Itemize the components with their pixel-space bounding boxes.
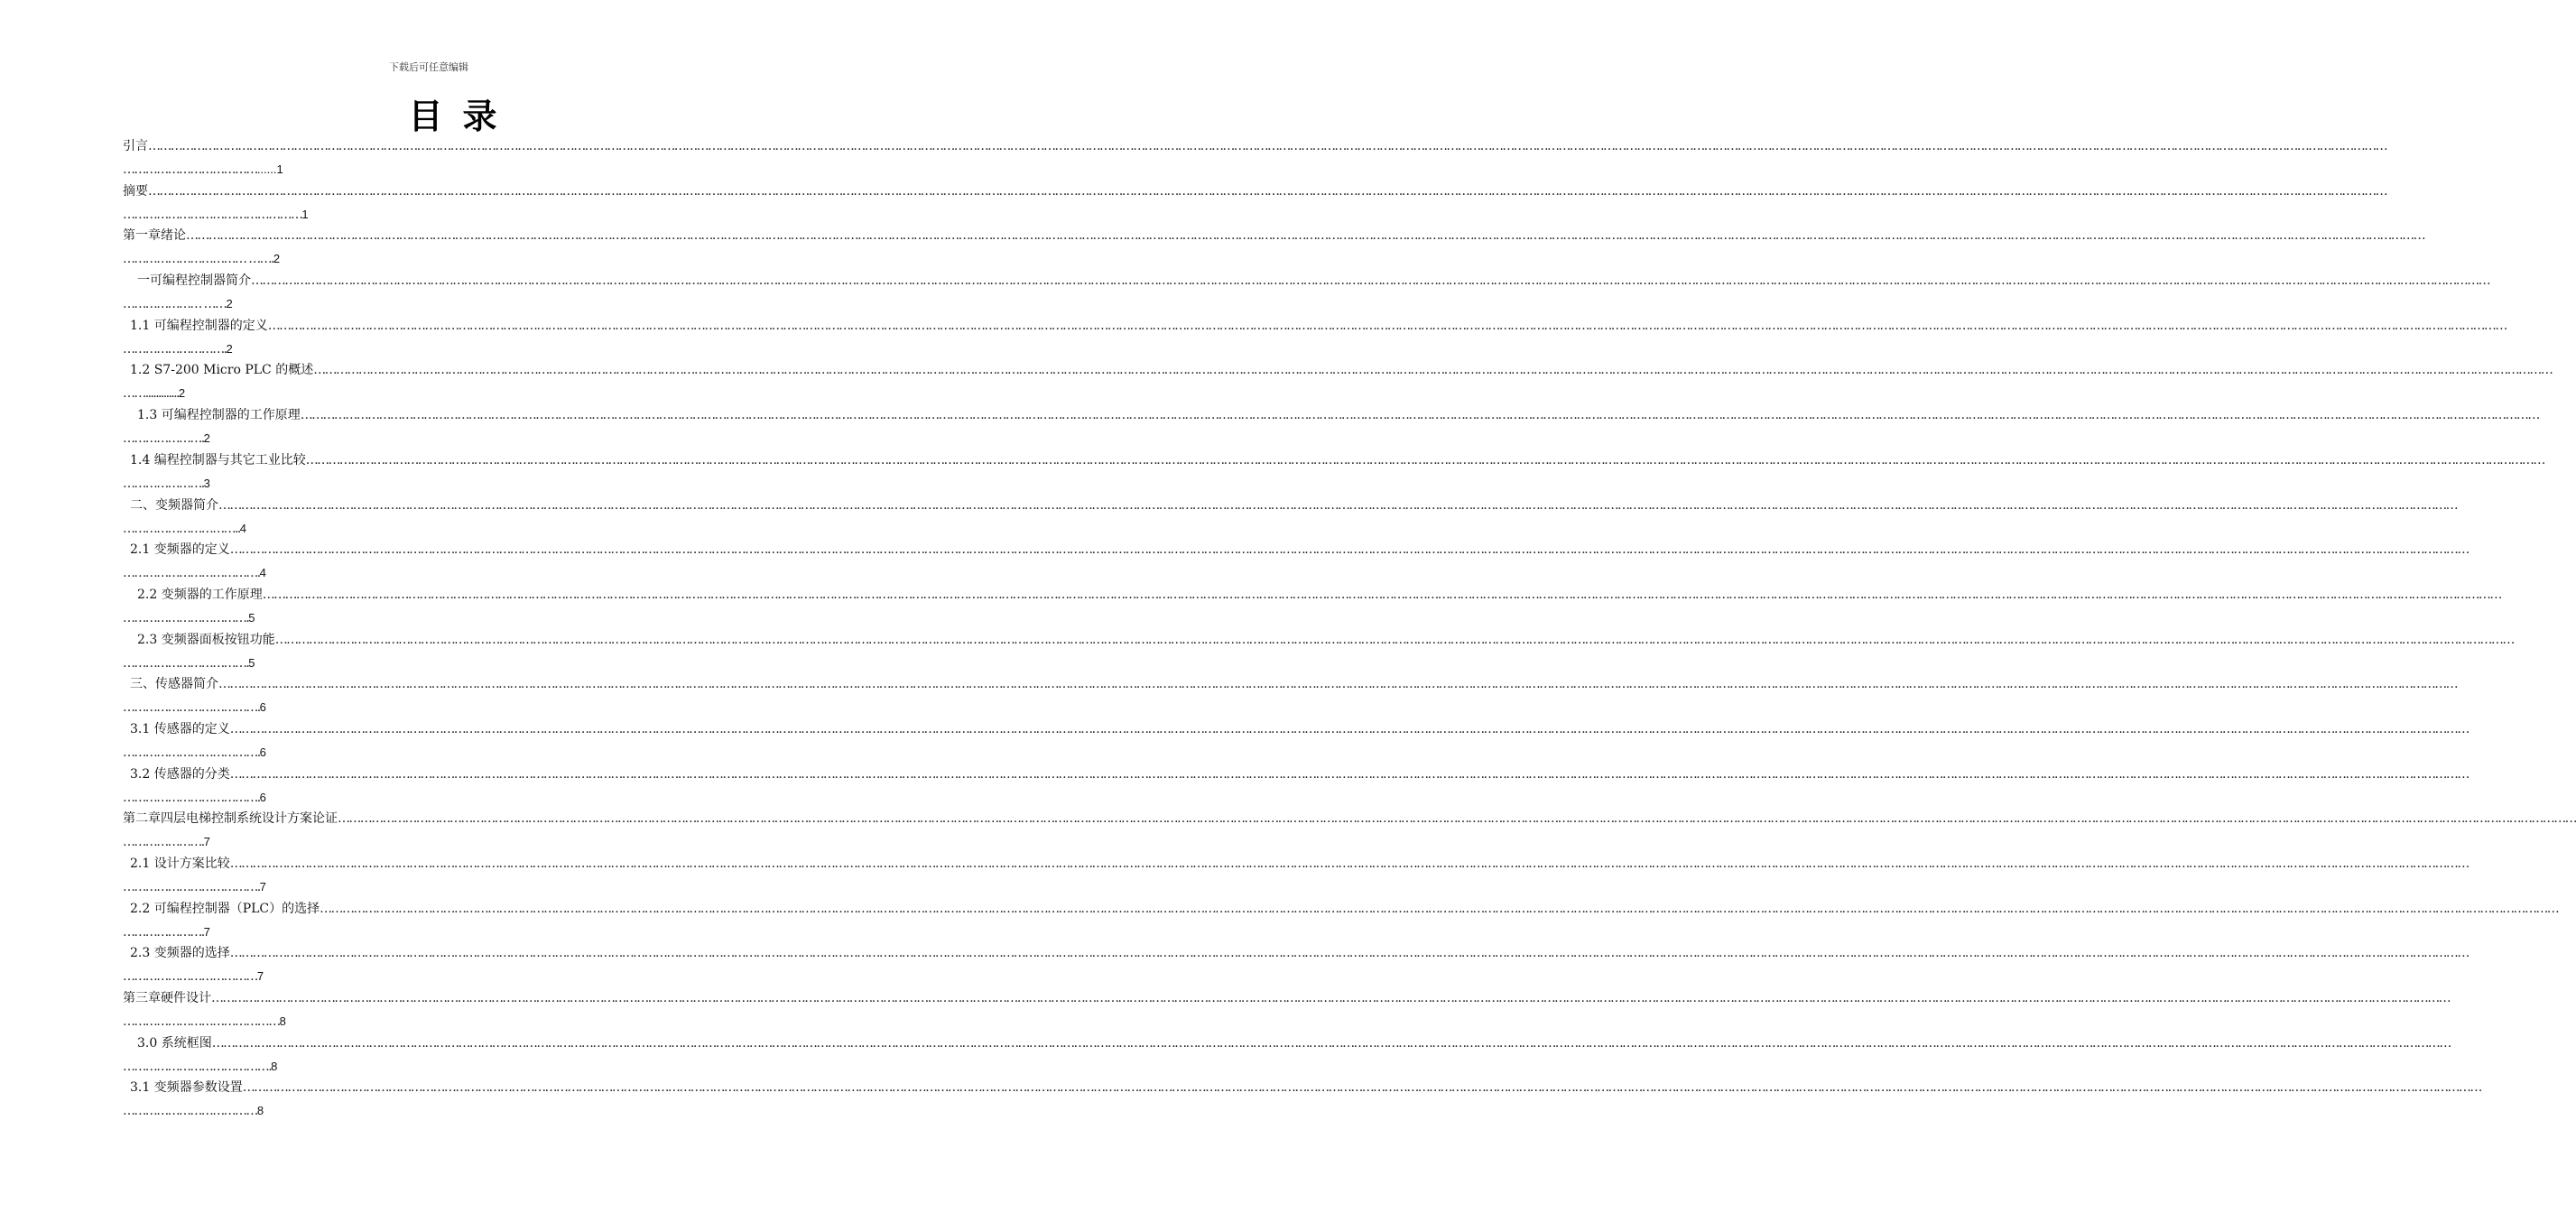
toc-page-number: 8 (279, 1014, 286, 1029)
toc-entry-label: 3.1 传感器的定义 (130, 721, 230, 736)
toc-dot-leader-tail: …………………. (123, 476, 204, 491)
toc-entry-continuation (123, 202, 794, 226)
toc-dot-leader: …………………………………………………………………………………………………………………………………………………………………………………………………………………………………………………………………………………………………………………………………………………………………………………………………………………………………………………………………………………………………………………………………………………… (267, 318, 2507, 333)
toc-entry-line (123, 1032, 2451, 1054)
toc-dot-leader: …………………………………………………………………………………………………………………………………………………………………………………………………………………………………………………………………………………………………………………………………………………………………………………………………………………………………………………………………………………………………………………………………………………… (148, 139, 2387, 153)
toc-entry-line (123, 987, 2451, 1009)
toc-page-number: 2 (203, 431, 210, 446)
toc-page-number: 2 (226, 341, 233, 356)
toc-entry[interactable] (123, 1032, 2451, 1078)
toc-dot-leader-tail: …………………. (123, 431, 204, 447)
toc-entry-continuation (123, 1098, 794, 1122)
toc-entry[interactable] (123, 898, 2559, 943)
toc-entry-label: 引言 (123, 139, 148, 153)
toc-entry-line (123, 495, 2458, 516)
toc-entry[interactable] (123, 584, 2501, 629)
toc-dot-leader: …………………………………………………………………………………………………………………………………………………………………………………………………………………………………………………………………………………………………………………………………………………………………………………………………………………………………………………………………………………………………………………………………………………… (148, 183, 2387, 199)
toc-entry-label: 3.2 传感器的分类 (130, 766, 230, 782)
toc-entry[interactable] (123, 1077, 2481, 1122)
toc-dot-leader: …………………………………………………………………………………………………………………………………………………………………………………………………………………………………………………………………………………………………………………………………………………………………………………………………………………………………………………………………………………………………………………………………………………… (229, 857, 2469, 871)
toc-page-number: 5 (248, 655, 255, 670)
toc-page-number: 7 (203, 924, 210, 939)
toc-entry[interactable] (123, 764, 2469, 809)
toc-entry-label: 1.1 可编程控制器的定义 (130, 318, 268, 333)
toc-dot-leader-tail: ………………………………. (123, 790, 260, 805)
toc-dot-leader-tail: ……………………………. (123, 655, 249, 671)
toc-entry-line (123, 1077, 2481, 1098)
toc-dot-leader-tail: ………………… …… (123, 297, 227, 312)
toc-page-number: 6 (259, 790, 266, 804)
toc-entry-continuation (123, 785, 794, 809)
toc-dot-leader: …………………………………………………………………………………………………………………………………………………………………………………………………………………………………………………………………………………………………………………………………………………………………………………………………………………………………………………………………………………………………………………………………………………… (218, 497, 2458, 513)
toc-page-number: ......1 (256, 162, 283, 176)
toc-page-number: 2 (273, 252, 281, 266)
toc-entry-line (123, 898, 2559, 920)
toc-entry-continuation (123, 381, 794, 404)
table-of-contents (123, 135, 2576, 1122)
toc-entry[interactable] (123, 539, 2469, 584)
toc-entry-label: 2.3 变频器的选择 (130, 946, 230, 961)
toc-entry[interactable] (123, 718, 2469, 764)
toc-dot-leader: …………………………………………………………………………………………………………………………………………………………………………………………………………………………………………………………………………………………………………………………………………………………………………………………………………………………………………………………………………………………………………………………………………………… (313, 363, 2553, 378)
toc-entry-label: 3.0 系统框图 (137, 1035, 212, 1051)
toc-entry-line (123, 449, 2544, 471)
toc-entry[interactable] (123, 135, 2387, 181)
toc-entry-line (123, 181, 2387, 202)
toc-dot-leader-tail: …………………. (123, 924, 204, 940)
toc-entry-continuation (123, 651, 794, 674)
toc-entry-line (123, 404, 2539, 426)
toc-dot-leader: …………………………………………………………………………………………………………………………………………………………………………………………………………………………………………………………………………………………………………………………………………………………………………………………………………………………………………………………………………………………………………………………………………………… (229, 721, 2469, 736)
toc-page-number: 7 (256, 969, 264, 984)
toc-page-number: 4 (259, 566, 266, 580)
toc-dot-leader: …………………………………………………………………………………………………………………………………………………………………………………………………………………………………………………………………………………………………………………………………………………………………………………………………………………………………………………………………………………………………………………………………………………… (300, 408, 2539, 423)
toc-entry[interactable] (123, 495, 2458, 540)
toc-entry-continuation (123, 157, 794, 181)
toc-entry-line (123, 673, 2458, 695)
toc-page-number: 7 (203, 835, 210, 849)
toc-entry[interactable] (123, 359, 2553, 404)
toc-entry-continuation (123, 606, 794, 629)
toc-entry-continuation (123, 829, 794, 853)
toc-entry[interactable] (123, 225, 2425, 270)
toc-entry-continuation (123, 695, 794, 718)
toc-entry-continuation (123, 740, 794, 764)
toc-page-number: 2 (178, 386, 186, 401)
toc-entry[interactable] (123, 673, 2458, 718)
toc-dot-leader-tail: ………………………………. (123, 880, 260, 894)
toc-entry[interactable] (123, 629, 2514, 674)
toc-entry-line (123, 270, 2490, 292)
toc-dot-leader-tail: ………………………. (123, 341, 227, 356)
toc-page-number: 2 (226, 297, 233, 311)
toc-entry-line (123, 808, 2576, 829)
toc-entry[interactable] (123, 987, 2451, 1032)
toc-dot-leader-tail: …………………. (123, 835, 204, 850)
toc-entry[interactable] (123, 404, 2539, 449)
toc-entry-line (123, 942, 2469, 964)
toc-entry-label: 三、传感器简介 (130, 677, 218, 692)
toc-entry-label: 2.2 变频器的工作原理 (137, 587, 263, 602)
toc-dot-leader: …………………………………………………………………………………………………………………………………………………………………………………………………………………………………………………………………………………………………………………………………………………………………………………………………………………………………………………………………………………………………………………………………………………… (242, 1080, 2481, 1096)
toc-entry-continuation (123, 516, 794, 540)
toc-dot-leader-tail: ………………………………………… (123, 207, 302, 222)
toc-entry-line (123, 584, 2501, 606)
toc-entry-continuation (123, 560, 794, 584)
toc-dot-leader-tail: ……………………………… (123, 1104, 257, 1119)
toc-dot-leader-tail: …………………………………. (123, 1059, 272, 1074)
toc-page-number: 6 (259, 700, 266, 715)
toc-dot-leader-tail: …………………………… ……. (123, 252, 273, 267)
page-header-note: 下载后可任意编辑 (389, 61, 468, 73)
toc-entry-continuation (123, 1009, 794, 1032)
toc-page-number: 3 (203, 476, 210, 490)
toc-dot-leader-tail: ……………………………. (123, 610, 249, 625)
toc-dot-leader-tail: ……………………………… (123, 162, 257, 177)
toc-dot-leader: …………………………………………………………………………………………………………………………………………………………………………………………………………………………………………………………………………………………………………………………………………………………………………………………………………………………………………………………………………………………………………………………………………………… (211, 1035, 2451, 1051)
toc-dot-leader: …………………………………………………………………………………………………………………………………………………………………………………………………………………………………………………………………………………………………………………………………………………………………………………………………………………………………………………………………………………………………………………………………………………… (338, 811, 2576, 827)
toc-entry-continuation (123, 426, 794, 449)
toc-dot-leader: …………………………………………………………………………………………………………………………………………………………………………………………………………………………………………………………………………………………………………………………………………………………………………………………………………………………………………………………………………………………………………………………………………………… (211, 991, 2451, 1006)
toc-dot-leader: …………………………………………………………………………………………………………………………………………………………………………………………………………………………………………………………………………………………………………………………………………………………………………………………………………………………………………………………………………………………………………………………………………………… (229, 542, 2469, 558)
toc-dot-leader-tail: ………………………….. (123, 521, 240, 536)
toc-page-number: 8 (256, 1104, 264, 1118)
toc-dot-leader: …………………………………………………………………………………………………………………………………………………………………………………………………………………………………………………………………………………………………………………………………………………………………………………………………………………………………………………………………………………………………………………………………………………… (262, 587, 2501, 602)
toc-dot-leader: …………………………………………………………………………………………………………………………………………………………………………………………………………………………………………………………………………………………………………………………………………………………………………………………………………………………………………………………………………………………………………………………………………………… (229, 946, 2469, 961)
toc-entry-line (123, 853, 2469, 875)
toc-page-number: 1 (301, 207, 309, 221)
toc-entry-continuation (123, 1054, 794, 1078)
page-title: 目录 (408, 96, 517, 136)
toc-dot-leader-tail: ………………………………. (123, 566, 260, 581)
toc-entry-line (123, 629, 2514, 651)
toc-entry-continuation (123, 292, 794, 315)
toc-entry-line (123, 315, 2507, 337)
toc-entry-label: 3.1 变频器参数设置 (130, 1080, 243, 1096)
toc-entry-continuation (123, 471, 794, 495)
toc-dot-leader-tail: ………………………………. (123, 745, 260, 760)
toc-dot-leader-tail: ……………………………… (123, 969, 257, 985)
toc-entry[interactable] (123, 942, 2469, 987)
toc-entry-label: 摘要 (123, 183, 148, 199)
toc-page-number: 8 (271, 1059, 278, 1073)
toc-dot-leader-tail: ……............. (123, 386, 179, 402)
toc-dot-leader: …………………………………………………………………………………………………………………………………………………………………………………………………………………………………………………………………………………………………………………………………………………………………………………………………………………………………………………………………………………………………………………………………………………… (274, 632, 2514, 647)
toc-page-number: 6 (259, 745, 266, 759)
toc-entry-continuation (123, 875, 794, 898)
toc-dot-leader-tail: ………………………………. (123, 700, 260, 716)
toc-page-number: 7 (259, 880, 266, 894)
toc-dot-leader: …………………………………………………………………………………………………………………………………………………………………………………………………………………………………………………………………………………………………………………………………………………………………………………………………………………………………………………………………………………………………………………………………………………… (218, 677, 2458, 692)
toc-entry-line (123, 225, 2425, 246)
toc-entry-label: 二、变频器简介 (130, 497, 218, 513)
toc-entry-continuation (123, 246, 794, 270)
toc-dot-leader: …………………………………………………………………………………………………………………………………………………………………………………………………………………………………………………………………………………………………………………………………………………………………………………………………………………………………………………………………………………………………………………………………………………… (229, 766, 2469, 782)
toc-entry-line (123, 718, 2469, 740)
toc-entry-label: 2.1 设计方案比较 (130, 857, 230, 871)
toc-entry-continuation (123, 337, 794, 360)
toc-entry-line (123, 135, 2387, 157)
toc-entry[interactable] (123, 808, 2576, 853)
toc-entry-line (123, 539, 2469, 560)
toc-entry-continuation (123, 920, 794, 943)
toc-entry-label: 一可编程控制器简介 (137, 273, 251, 289)
toc-page-number: 4 (239, 521, 246, 535)
toc-entry[interactable] (123, 853, 2469, 898)
toc-dot-leader: …………………………………………………………………………………………………………………………………………………………………………………………………………………………………………………………………………………………………………………………………………………………………………………………………………………………………………………………………………………………………………………………………………………… (251, 273, 2490, 289)
toc-dot-leader: …………………………………………………………………………………………………………………………………………………………………………………………………………………………………………………………………………………………………………………………………………………………………………………………………………………………………………………………………………………………………………………………………………………… (320, 901, 2559, 916)
toc-dot-leader: …………………………………………………………………………………………………………………………………………………………………………………………………………………………………………………………………………………………………………………………………………………………………………………………………………………………………………………………………………………………………………………………………………………… (186, 228, 2425, 244)
toc-entry-label: 2.3 变频器面板按钮功能 (137, 632, 275, 647)
toc-entry-continuation (123, 964, 794, 987)
toc-entry-label: 第一章绪论 (123, 228, 186, 244)
toc-dot-leader: …………………………………………………………………………………………………………………………………………………………………………………………………………………………………………………………………………………………………………………………………………………………………………………………………………………………………………………………………………………………………………………………………………………… (305, 452, 2544, 468)
toc-page-number: 5 (248, 610, 255, 625)
toc-dot-leader-tail: …………………………………… (123, 1014, 280, 1030)
toc-entry-line (123, 359, 2553, 381)
toc-entry-label: 1.4 编程控制器与其它工业比较 (130, 452, 306, 468)
toc-entry-label: 2.2 可编程控制器（PLC）的选择 (130, 901, 320, 916)
toc-entry[interactable] (123, 315, 2507, 360)
toc-entry[interactable] (123, 449, 2544, 495)
toc-entry[interactable] (123, 181, 2387, 226)
toc-entry-label: 2.1 变频器的定义 (130, 542, 230, 558)
toc-entry-label: 第三章硬件设计 (123, 991, 211, 1006)
toc-entry-line (123, 764, 2469, 785)
toc-entry-label: 第二章四层电梯控制系统设计方案论证 (123, 811, 338, 827)
toc-entry-label: 1.2 S7-200 Micro PLC 的概述 (130, 363, 314, 378)
toc-entry[interactable] (123, 270, 2490, 315)
toc-entry-label: 1.3 可编程控制器的工作原理 (137, 408, 301, 423)
